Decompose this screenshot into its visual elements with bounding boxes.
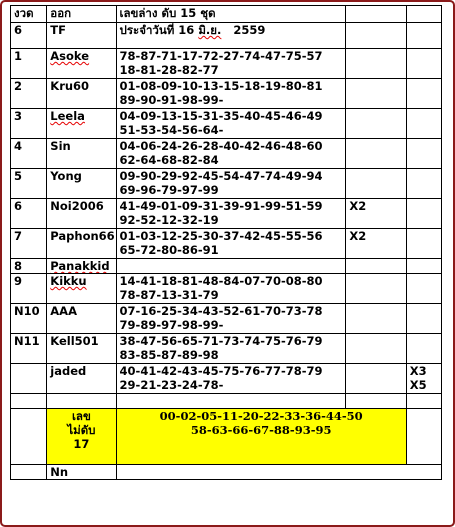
issuer-name: Yong xyxy=(50,169,82,183)
number-line: 29-21-23-24-78- xyxy=(119,378,224,392)
number-line: 18-81-28-82-77 xyxy=(119,63,219,77)
spacer-row xyxy=(11,394,442,409)
issuer-name-cell xyxy=(47,49,116,79)
empty-cell xyxy=(116,394,346,409)
number-line: 89-90-91-98-99- xyxy=(119,93,224,107)
table-row xyxy=(11,49,442,79)
empty-cell xyxy=(346,23,406,49)
issuer-name-cell xyxy=(47,109,116,139)
multiplier-cell xyxy=(346,49,406,79)
number-set-cell xyxy=(116,199,346,229)
row-number: N11 xyxy=(11,334,47,364)
issuer-name-cell xyxy=(47,259,116,274)
surviving-numbers xyxy=(116,409,406,465)
multiplier-cell xyxy=(346,109,406,139)
issuer-name-cell xyxy=(47,139,116,169)
number-line: 65-72-80-86-91 xyxy=(119,243,219,257)
multiplier-cell xyxy=(346,139,406,169)
row-number xyxy=(11,364,47,394)
summary-row xyxy=(11,409,442,465)
issuer-name-cell xyxy=(47,79,116,109)
extra-multiplier-cell xyxy=(406,259,441,274)
number-set-cell xyxy=(116,229,346,259)
number-line: 01-03-12-25-30-37-42-45-55-56 xyxy=(119,229,323,243)
extra-multiplier-cell xyxy=(406,274,441,304)
number-set-cell xyxy=(116,364,346,394)
date-year: 2559 xyxy=(233,23,266,37)
issuer-name-cell xyxy=(47,229,116,259)
number-set-cell xyxy=(116,79,346,109)
multiplier-cell xyxy=(346,169,406,199)
number-set-cell xyxy=(116,169,346,199)
number-line: 07-16-25-34-43-52-61-70-73-78 xyxy=(119,304,323,318)
extra-multiplier-cell xyxy=(406,334,441,364)
number-line: 78-87-13-31-79 xyxy=(119,288,219,302)
col-round-header: งวด xyxy=(11,6,47,23)
number-line: 69-96-79-97-99 xyxy=(119,183,219,197)
number-line: 40-41-42-43-45-75-76-77-78-79 xyxy=(119,364,323,378)
multiplier-cell xyxy=(346,259,406,274)
extra-multiplier-cell xyxy=(406,79,441,109)
issuer-name: Kru60 xyxy=(50,79,90,93)
extra-multiplier-cell xyxy=(406,169,441,199)
row-number: 6 xyxy=(11,199,47,229)
issuer-name-cell xyxy=(47,169,116,199)
multiplier-cell xyxy=(346,274,406,304)
date-prefix: ประจำวันที่ 16 xyxy=(119,23,195,37)
lottery-table xyxy=(10,5,442,480)
extra-multiplier-cell xyxy=(406,139,441,169)
not-failed-label xyxy=(47,409,116,465)
extra-multiplier-cell xyxy=(406,229,441,259)
issuer-name: Asoke xyxy=(50,49,90,63)
table-row xyxy=(11,334,442,364)
extra-multiplier-cell xyxy=(406,199,441,229)
multiplier-cell xyxy=(346,304,406,334)
row-number: N10 xyxy=(11,304,47,334)
number-line: 09-90-29-92-45-54-47-74-49-94 xyxy=(119,169,323,183)
table-row xyxy=(11,169,442,199)
number-set-cell xyxy=(116,49,346,79)
issuer-name: TF xyxy=(47,23,116,49)
row-number: 4 xyxy=(11,139,47,169)
empty-cell xyxy=(346,6,406,23)
number-line: 92-52-12-32-19 xyxy=(119,213,219,227)
table-row xyxy=(11,304,442,334)
label-line: ไม่ดับ xyxy=(67,423,96,437)
table-row xyxy=(11,274,442,304)
number-line: 01-08-09-10-13-15-18-19-80-81 xyxy=(119,79,323,93)
issuer-name-cell xyxy=(47,199,116,229)
row-number: 2 xyxy=(11,79,47,109)
footer-name: Nn xyxy=(47,465,116,480)
extra-multiplier: X5 xyxy=(409,378,427,392)
number-set-cell xyxy=(116,109,346,139)
empty-cell xyxy=(406,394,441,409)
issuer-name: jaded xyxy=(50,364,87,378)
col-issuer-header: ออก xyxy=(47,6,116,23)
label-line: เลข xyxy=(71,409,91,423)
empty-cell xyxy=(116,465,441,480)
number-line: 04-06-24-26-28-40-42-46-48-60 xyxy=(119,139,323,153)
number-set-cell xyxy=(116,259,346,274)
table-row xyxy=(11,259,442,274)
row-number: 1 xyxy=(11,49,47,79)
row-number: 8 xyxy=(11,259,47,274)
number-line: 38-47-56-65-71-73-74-75-76-79 xyxy=(119,334,323,348)
issuer-name: AAA xyxy=(50,304,77,318)
number-line: 79-89-97-98-99- xyxy=(119,318,224,332)
table-row xyxy=(11,109,442,139)
surviving-numbers-line: 00-02-05-11-20-22-33-36-44-50 xyxy=(159,409,363,423)
header-row xyxy=(11,6,442,23)
row-number: 9 xyxy=(11,274,47,304)
number-line: 83-85-87-89-98 xyxy=(119,348,219,362)
issuer-name: Paphon66 xyxy=(50,229,115,243)
extra-multiplier-cell xyxy=(406,304,441,334)
number-line: 51-53-54-56-64- xyxy=(119,123,224,137)
surviving-numbers-line: 58-63-66-67-88-93-95 xyxy=(190,423,332,437)
footer-row xyxy=(11,465,442,480)
number-set-cell xyxy=(116,274,346,304)
issuer-name-cell xyxy=(47,304,116,334)
number-set-cell xyxy=(116,334,346,364)
issuer-name-cell xyxy=(47,334,116,364)
empty-cell xyxy=(11,409,47,465)
table-row xyxy=(11,199,442,229)
table-row xyxy=(11,364,442,394)
date-line xyxy=(116,23,346,49)
round-row xyxy=(11,23,442,49)
table-row xyxy=(11,139,442,169)
extra-multiplier-cell xyxy=(406,364,441,394)
issuer-name: Kikku xyxy=(50,274,87,288)
empty-cell xyxy=(346,394,406,409)
row-number: 5 xyxy=(11,169,47,199)
number-line: 62-64-68-82-84 xyxy=(119,153,219,167)
empty-cell xyxy=(11,465,47,480)
number-line: 78-87-71-17-72-27-74-47-75-57 xyxy=(119,49,323,63)
issuer-name-cell xyxy=(47,274,116,304)
issuer-name: Kell501 xyxy=(50,334,99,348)
extra-multiplier-cell xyxy=(406,109,441,139)
date-month: มิ.ย. xyxy=(198,23,222,37)
table-row xyxy=(11,79,442,109)
extra-multiplier-cell xyxy=(406,49,441,79)
table-row xyxy=(11,229,442,259)
number-line: 14-41-18-81-48-84-07-70-08-80 xyxy=(119,274,323,288)
row-number: 7 xyxy=(11,229,47,259)
number-set-cell xyxy=(116,304,346,334)
empty-cell xyxy=(406,6,441,23)
label-line: 17 xyxy=(73,437,90,451)
multiplier-cell: X2 xyxy=(346,229,406,259)
multiplier-cell xyxy=(346,79,406,109)
row-number: 3 xyxy=(11,109,47,139)
empty-cell xyxy=(406,23,441,49)
multiplier-cell: X2 xyxy=(346,199,406,229)
empty-cell xyxy=(406,409,441,465)
empty-cell xyxy=(47,394,116,409)
issuer-name: Sin xyxy=(50,139,71,153)
col-title-header: เลขล่าง ดับ 15 ชุด xyxy=(116,6,346,23)
round-number: 6 xyxy=(11,23,47,49)
number-line: 41-49-01-09-31-39-91-99-51-59 xyxy=(119,199,323,213)
issuer-name-cell xyxy=(47,364,116,394)
issuer-name: Noi2006 xyxy=(50,199,104,213)
empty-cell xyxy=(11,394,47,409)
number-line: 04-09-13-15-31-35-40-45-46-49 xyxy=(119,109,323,123)
multiplier-cell xyxy=(346,334,406,364)
multiplier-cell xyxy=(346,364,406,394)
number-set-cell xyxy=(116,139,346,169)
issuer-name: Leela xyxy=(50,109,85,123)
issuer-name: Panakkid xyxy=(50,259,110,273)
extra-multiplier: X3 xyxy=(409,364,427,378)
